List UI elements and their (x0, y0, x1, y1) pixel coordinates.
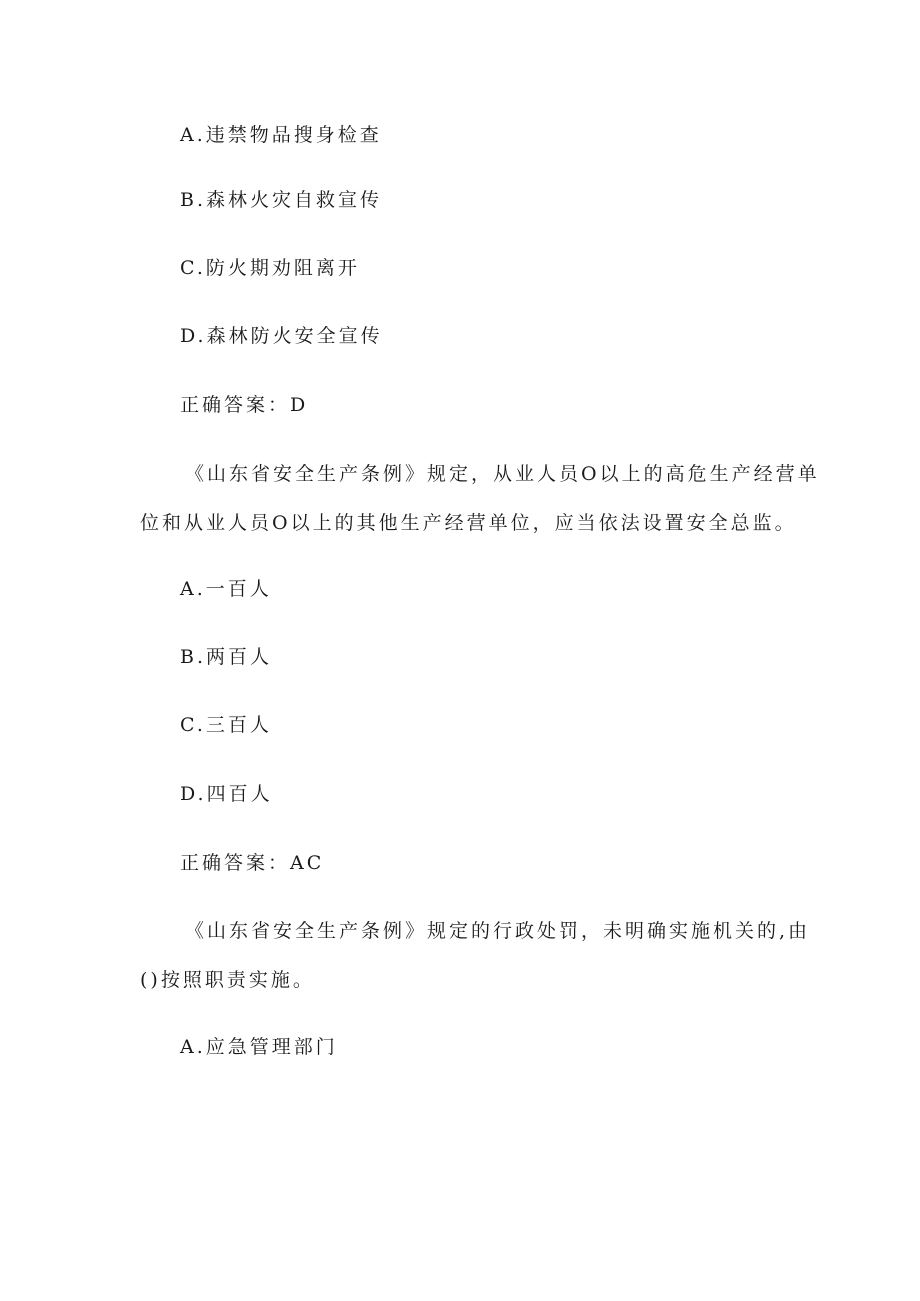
question-stem-line1: 《山东省安全生产条例》规定，从业人员O以上的高危生产经营单 (185, 463, 820, 485)
option-c: C.三百人 (180, 714, 272, 736)
question-stem-line2: 位和从业人员O以上的其他生产经营单位，应当依法设置安全总监。 (140, 512, 797, 534)
answer-text: 正确答案：AC (180, 852, 325, 874)
answer-text: 正确答案：D (180, 394, 309, 416)
option-d: D.森林防火安全宣传 (180, 325, 383, 347)
option-b: B.森林火灾自救宣传 (180, 189, 383, 211)
option-c: C.防火期劝阻离开 (180, 257, 360, 279)
option-b: B.两百人 (180, 646, 273, 668)
option-a: A.违禁物品搜身检查 (180, 124, 382, 146)
option-a: A.应急管理部门 (180, 1036, 338, 1058)
question-stem-line2: ()按照职责实施。 (140, 969, 315, 991)
option-d: D.四百人 (180, 783, 273, 805)
option-a: A.一百人 (180, 578, 272, 600)
question-stem-line1: 《山东省安全生产条例》规定的行政处罚，未明确实施机关的,由 (185, 920, 811, 942)
